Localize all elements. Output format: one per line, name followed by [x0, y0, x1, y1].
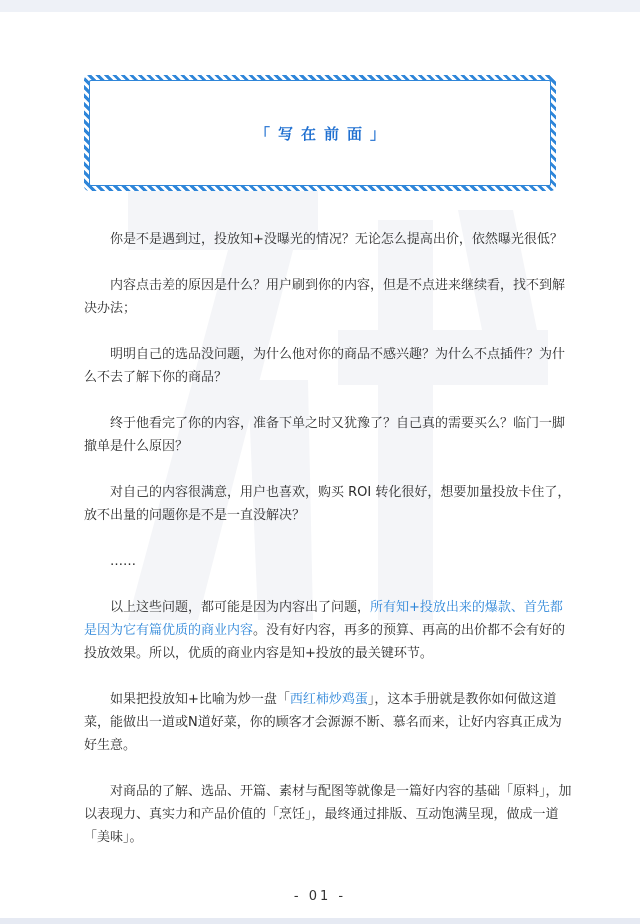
body-paragraph [84, 596, 572, 665]
body-paragraph [84, 343, 572, 389]
body-paragraph [84, 274, 572, 320]
body-paragraph [84, 688, 572, 757]
page-top-edge [0, 0, 640, 12]
article-body [84, 228, 572, 872]
body-paragraph [84, 481, 572, 527]
section-title-frame [84, 75, 556, 191]
paragraph-text: 明明自己的选品没问题，为什么他对你的商品不感兴趣？为什么不点插件？为什么不去了解下你的商品？ [84, 347, 566, 385]
paragraph-text: 终于他看完了你的内容，准备下单之时又犹豫了？自己真的需要买么？临门一脚撤单是什么原因？ [84, 416, 566, 454]
paragraph-text: 对商品的了解、选品、开篇、素材与配图等就像是一篇好内容的基础「原料」，加以表现力、真实力和产品价值的「烹饪」，最终通过排版、互动饱满呈现，做成一道「美味」。 [84, 784, 572, 845]
paragraph-text: 对自己的内容很满意，用户也喜欢，购买 ROI 转化很好，想要加量投放卡住了，放不出量的问题你是不是一直没解决？ [84, 485, 571, 523]
paragraph-text: 如果把投放知+比喻为炒一盘「 [110, 692, 290, 707]
body-paragraph [84, 780, 572, 849]
section-title-inner [89, 80, 551, 186]
paragraph-text: 」，这本手册就是教你如何做这道菜，能做出一道或N道好菜，你的顾客才会源源不断、慕名而来，让好内容真正成为好生意。 [84, 692, 562, 753]
paragraph-text: 你是不是遇到过，投放知+没曝光的情况？无论怎么提高出价，依然曝光很低？ [110, 232, 563, 247]
paragraph-text: …… [110, 554, 136, 569]
paragraph-text: 以上这些问题，都可能是因为内容出了问题， [110, 600, 371, 615]
paragraph-text: 内容点击差的原因是什么？用户刷到你的内容，但是不点进来继续看，找不到解决办法； [84, 278, 566, 316]
body-paragraph [84, 412, 572, 458]
page-bottom-edge [0, 918, 640, 924]
body-paragraph [84, 228, 572, 251]
paragraph-text: 。没有好内容，再多的预算、再高的出价都不会有好的投放效果。所以，优质的商业内容是知+投放的最关键环节。 [84, 623, 566, 661]
highlighted-text: 所有知+投放出来的爆款、首先都是因为它有篇优质的商业内容 [84, 600, 563, 638]
section-title: 「写在前面」 [254, 124, 393, 143]
page-number: - 01 - [293, 889, 347, 904]
highlighted-text: 西红柿炒鸡蛋 [289, 692, 368, 707]
body-paragraph [84, 550, 572, 573]
